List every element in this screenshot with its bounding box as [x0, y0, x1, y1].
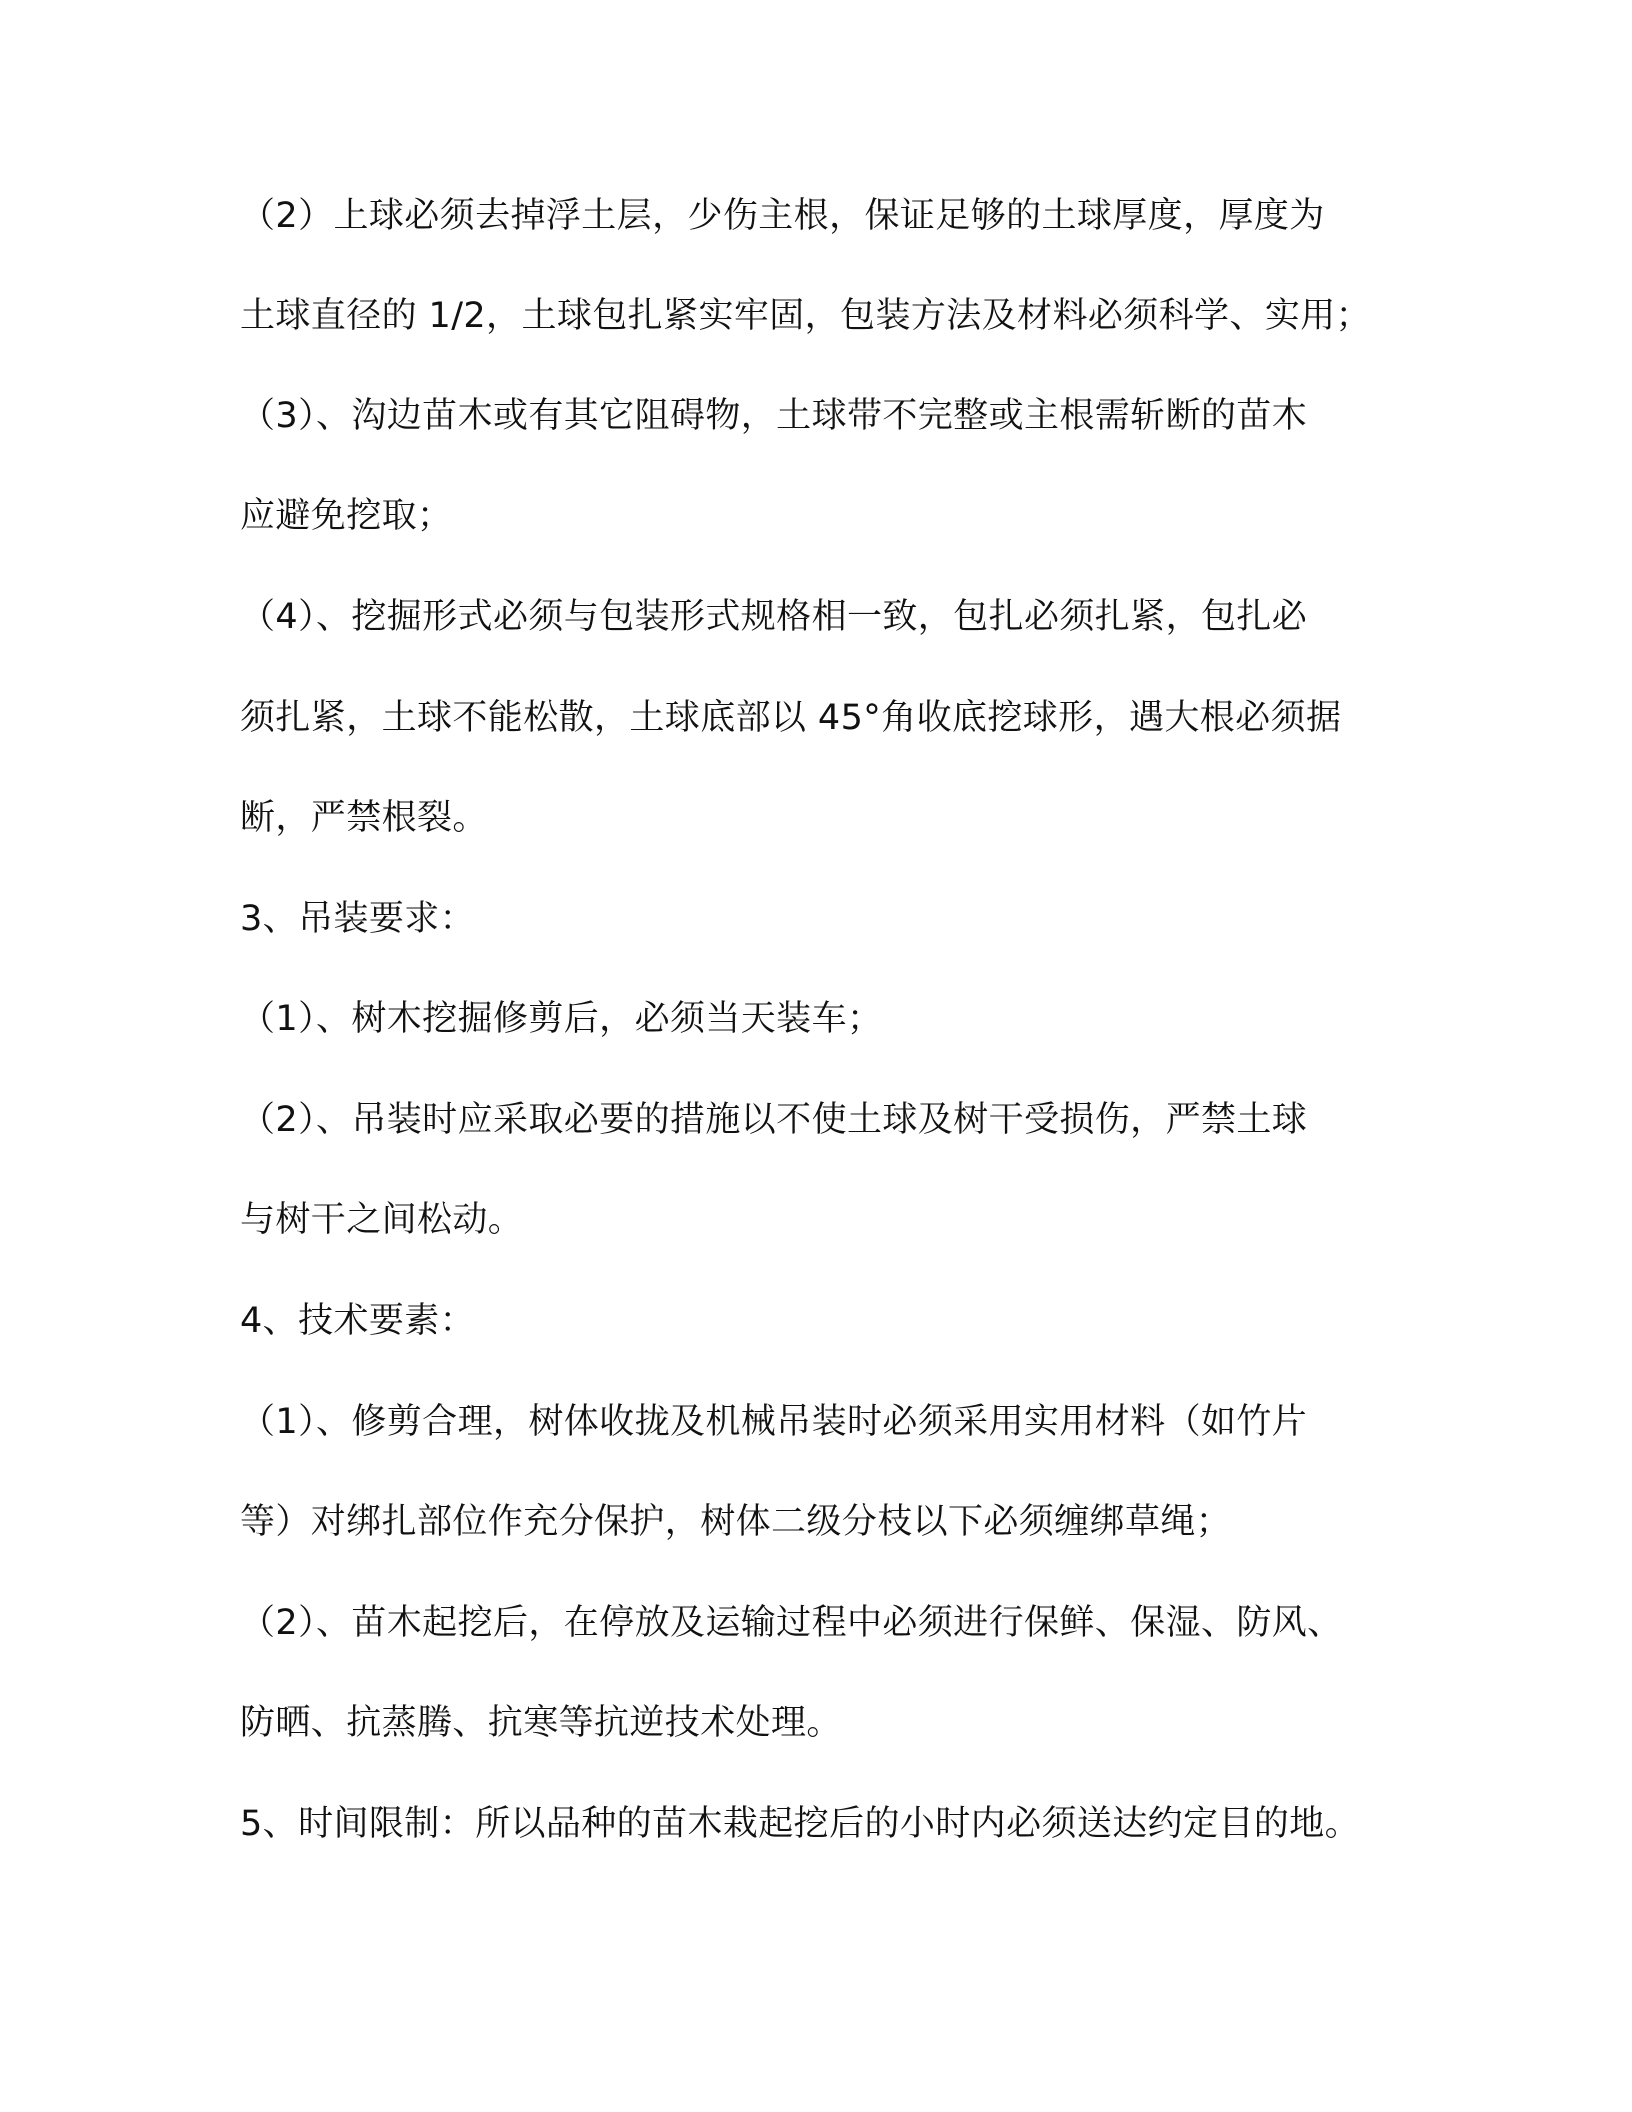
- text-line: （2）上球必须去掉浮土层，少伤主根，保证足够的土球厚度，厚度为: [240, 196, 1325, 236]
- text-line: （2）、吊装时应采取必要的措施以不使土球及树干受损伤，严禁土球: [240, 1100, 1308, 1140]
- text-line: （1）、修剪合理，树体收拢及机械吊装时必须采用实用材料（如竹片: [240, 1402, 1308, 1442]
- section-heading: 3、吊装要求：: [240, 899, 476, 939]
- text-line: 土球直径的 1/2，土球包扎紧实牢固，包装方法及材料必须科学、实用；: [240, 296, 1372, 336]
- text-line: 与树干之间松动。: [240, 1200, 524, 1240]
- text-line: 等）对绑扎部位作充分保护，树体二级分枝以下必须缠绑草绳；: [240, 1502, 1232, 1542]
- section-heading: 5、时间限制：所以品种的苗木栽起挖后的小时内必须送达约定目的地。: [240, 1804, 1361, 1844]
- text-line: 防晒、抗蒸腾、抗寒等抗逆技术处理。: [240, 1703, 842, 1743]
- text-line: 须扎紧，土球不能松散，土球底部以 45°角收底挖球形，遇大根必须据: [240, 698, 1342, 738]
- text-line: 断，严禁根裂。: [240, 798, 488, 838]
- text-line: （3）、沟边苗木或有其它阻碍物，土球带不完整或主根需斩断的苗木: [240, 396, 1308, 436]
- text-line: （1）、树木挖掘修剪后，必须当天装车；: [240, 999, 883, 1039]
- text-line: 应避免挖取；: [240, 496, 453, 536]
- section-heading: 4、技术要素：: [240, 1301, 476, 1341]
- text-line: （2）、苗木起挖后，在停放及运输过程中必须进行保鲜、保湿、防风、: [240, 1603, 1343, 1643]
- text-line: （4）、挖掘形式必须与包装形式规格相一致，包扎必须扎紧，包扎必: [240, 597, 1308, 637]
